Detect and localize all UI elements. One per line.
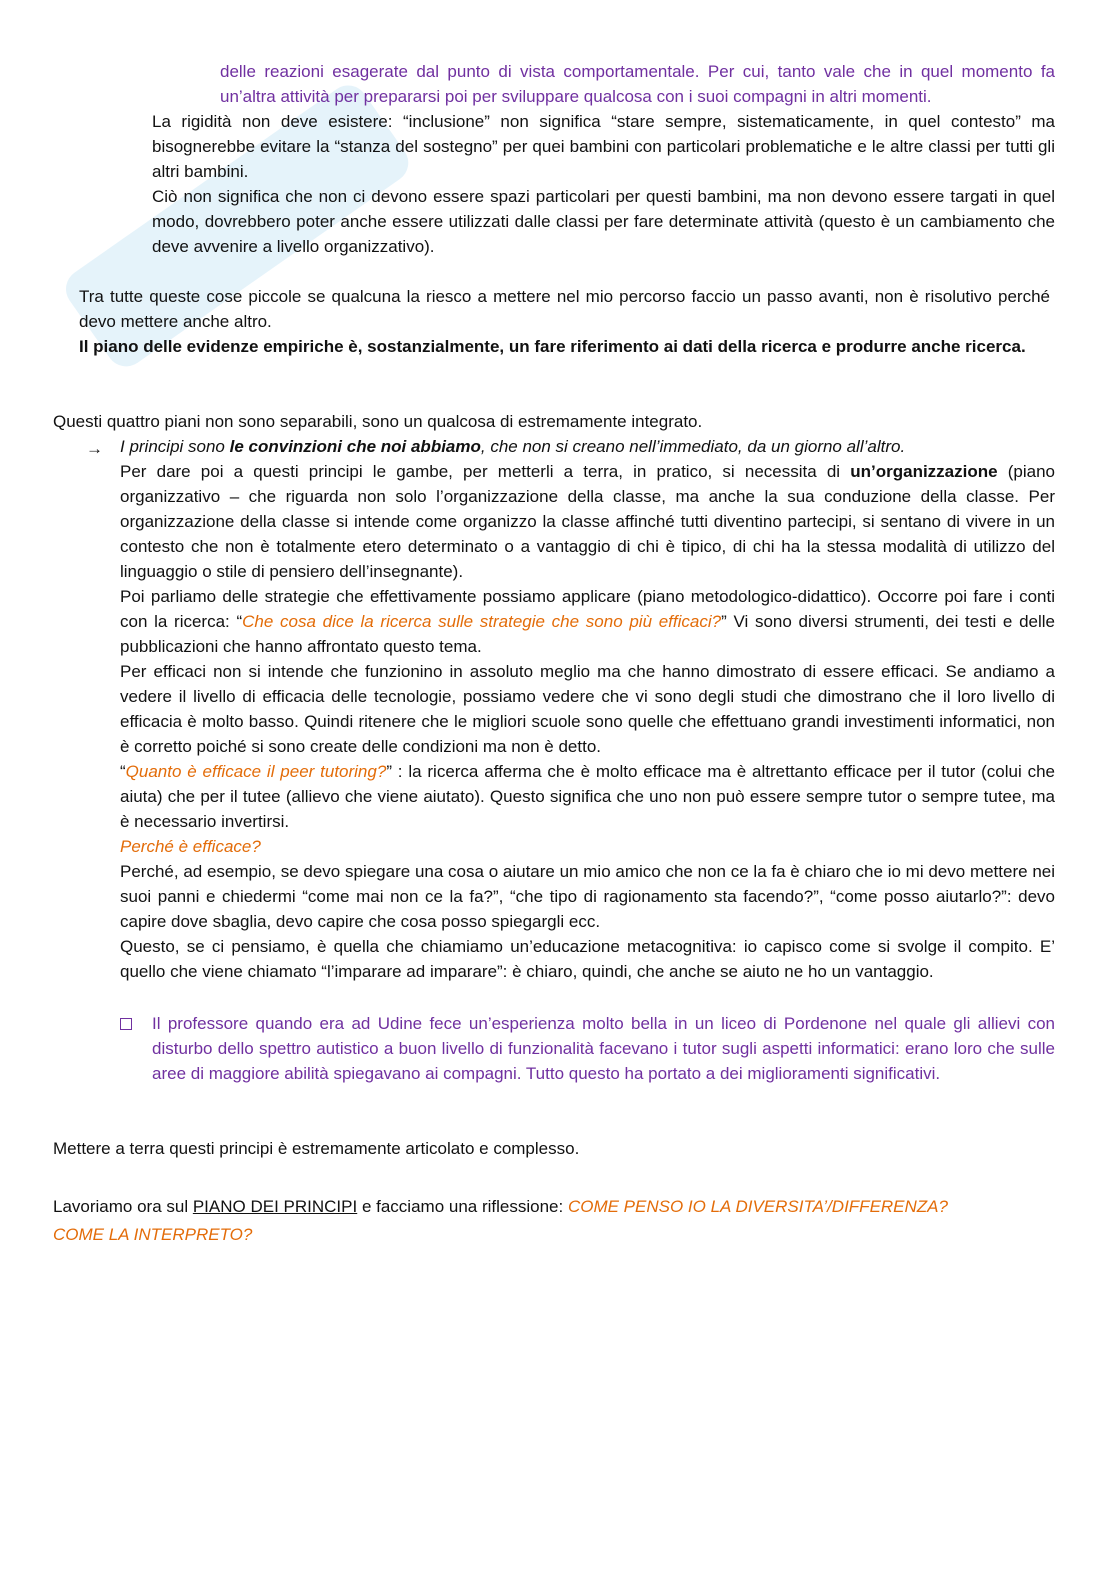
empirical-section [79,284,1050,359]
peer-tutoring-paragraph: “Quanto è efficace il peer tutoring?” : la ricerca afferma che è molto efficace ma è altrettanto efficace per il tutor (colui che aiuta) che per il tutee (allievo che viene aiutato). Questo significa che uno non può essere sempre tutor o sempre tutee, ma è necessario invertirsi. [120,762,1055,831]
principles-section [120,434,1055,984]
why-effective-paragraph: Perché, ad esempio, se devo spiegare una cosa o aiutare un mio amico che non ce la fa è chiaro che io mi devo mettere nei suoi panni e chiedermi “come mai non ce la fa?”, “che tipo di ragionamento sta facendo?”, “come posso aiutarlo?”: devo capire dove sbaglia, devo capire che cosa posso spiegargli ecc. [120,862,1055,931]
arrow-bullet-icon: → [86,439,103,458]
metacognitive-paragraph: Questo, se ci pensiamo, è quella che chiamiamo un’educazione metacognitiva: io capisco come si svolge il compito. E’ quello che viene chiamato “l’imparare ad imparare”: è chiaro, quindi, che anche se aiuto ne ho un vantaggio. [120,937,1055,981]
reflection-question: COME PENSO IO LA DIVERSITA’/DIFFERENZA? COME LA INTERPRETO? [53,1197,948,1244]
complexity-note: Mettere a terra questi principi è estremamente articolato e complesso. [53,1139,580,1158]
four-plans-intro: Questi quattro piani non sono separabili, sono un qualcosa di estremamente integrato. [53,412,703,431]
organization-paragraph: Per dare poi a questi principi le gambe, per metterli a terra, in pratico, si necessita di un’organizzazione (piano organizzativo – che riguarda non solo l’organizzazione della classe, ma anche la sua conduzione della classe. Per organizzazione della classe si intende come organizzo la classe affinché tutti diventino partecipi, si sentano di vivere in un contesto che non è totalmente etero determinato o a vantaggio di chi è tipico, di chi ha la stessa modalità di utilizzo del linguaggio o stile di pensiero dell’insegnante). [120,462,1055,581]
spaces-paragraph: Ciò non significa che non ci devono essere spazi particolari per questi bambini, ma non devono essere targati in quel modo, dovrebbero poter anche essere utilizzati dalle classi per fare determinate attività (questo è un cambiamento che deve avvenire a livello organizzativo). [152,187,1055,256]
small-steps-paragraph: Tra tutte queste cose piccole se qualcuna la riesco a mettere nel mio percorso faccio un passo avanti, non è risolutivo perché devo mettere anche altro. [79,287,1050,331]
continued-paragraph: delle reazioni esagerate dal punto di vista comportamentale. Per cui, tanto vale che in quel momento fa un’altra attività per prepararsi poi per sviluppare qualcosa con i suoi compagni in altri momenti. [220,62,1055,106]
principles-reflection: Lavoriamo ora sul PIANO DEI PRINCIPI e facciamo una riflessione: COME PENSO IO LA DIVERSITA’/DIFFERENZA? COME LA INTERPRETO? [53,1197,948,1244]
why-effective-heading: Perché è efficace? [120,837,261,856]
principles-definition: I principi sono le convinzioni che noi abbiamo, che non si creano nell’immediato, da un giorno all’altro. [120,437,906,456]
principles-plan-link: PIANO DEI PRINCIPI [192,1197,358,1216]
rigidity-paragraph: La rigidità non deve esistere: “inclusione” non significa “stare sempre, sistematicamente, in quel contesto” ma bisognerebbe evitare la “stanza del sostegno” per quei bambini con particolari problematiche e le altre classi per tutti gli altri bambini. [152,112,1055,181]
rigidity-section [152,109,1055,259]
strategies-paragraph: Poi parliamo delle strategie che effettivamente possiamo applicare (piano metodologico-didattico). Occorre poi fare i conti con la ricerca: “Che cosa dice la ricerca sulle strategie che sono più efficaci?” Vi sono diversi strumenti, dei testi e delle pubblicazioni che hanno affrontato questo tema. [120,587,1055,656]
checkbox-bullet-icon [120,1018,132,1030]
efficacy-paragraph: Per efficaci non si intende che funzionino in assoluto meglio ma che hanno dimostrato di essere efficaci. Se andiamo a vedere il livello di efficacia delle tecnologie, possiamo vedere che vi sono degli studi che dimostrano che il loro livello di efficacia è molto basso. Quindi ritenere che le migliori scuole sono quelle che effettuano grandi investimenti informatici, non è corretto poiché si sono create delle condizioni ma non è detto. [120,662,1055,756]
empirical-evidence-paragraph: Il piano delle evidenze empiriche è, sostanzialmente, un fare riferimento ai dati della ricerca e produrre anche ricerca. [79,337,1026,356]
professor-example: Il professore quando era ad Udine fece un’esperienza molto bella in un liceo di Pordenone nel quale gli allievi con disturbo dello spettro autistico a buon livello di funzionalità facevano i tutor sugli aspetti informatici: erano loro che sulle aree di maggiore abilità spiegavano ai compagni. Tutto questo ha portato a dei miglioramenti significativi. [152,1014,1055,1083]
